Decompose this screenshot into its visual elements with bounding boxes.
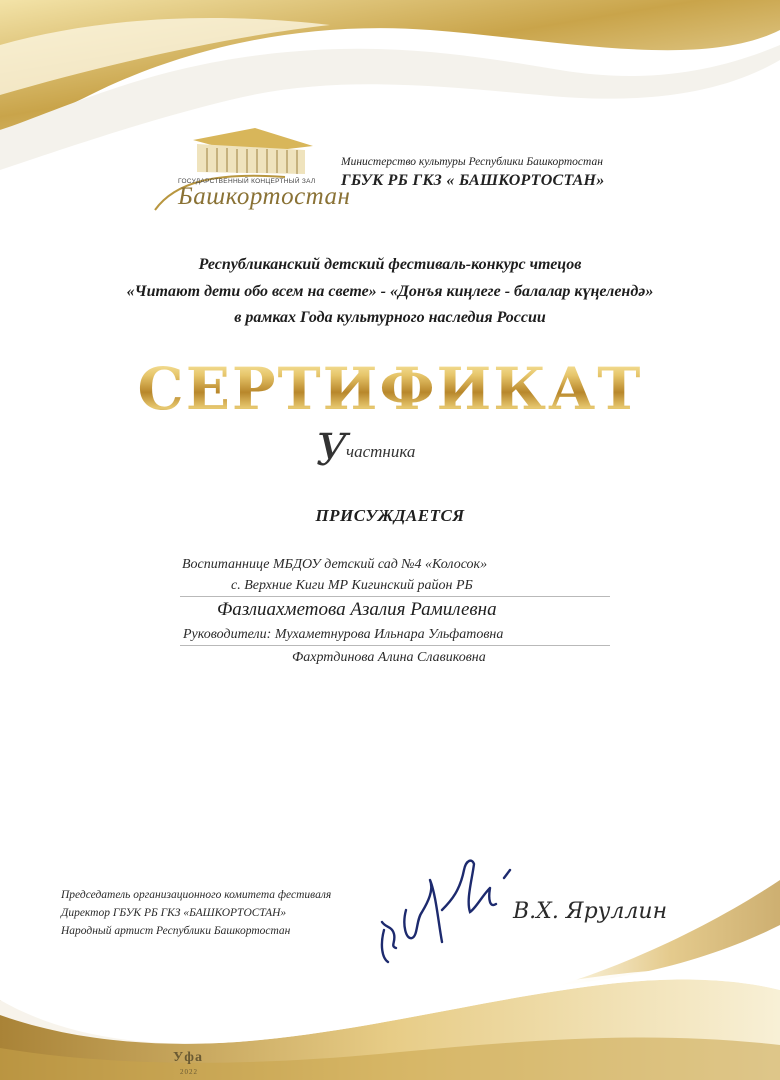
- certificate-title: СЕРТИФИКАТ: [0, 355, 780, 423]
- footer-city: Уфа: [173, 1050, 203, 1065]
- ministry-name: Министерство культуры Республики Башкортостан: [341, 156, 603, 168]
- organization-name: ГБУК РБ ГКЗ « БАШКОРТОСТАН»: [341, 172, 605, 189]
- handwritten-signature: [372, 850, 522, 970]
- recipient-line-1: Воспитаннице МБДОУ детский сад №4 «Колосок»: [182, 557, 488, 572]
- subtitle-initial: У: [316, 425, 348, 476]
- recipient-name: Фазлиахметова Азалия Рамилевна: [217, 599, 497, 620]
- divider: [180, 645, 610, 646]
- divider: [180, 596, 610, 597]
- footer-year: 2022: [180, 1068, 198, 1076]
- logo-label: ГОСУДАРСТВЕННЫЙ КОНЦЕРТНЫЙ ЗАЛ: [178, 178, 316, 185]
- awarded-label: ПРИСУЖДАЕТСЯ: [315, 506, 465, 525]
- festival-line-3: в рамках Года культурного наследия России: [234, 309, 546, 326]
- signer-name: В.Х. Яруллин: [513, 899, 668, 924]
- subtitle-rest: частника: [346, 442, 416, 461]
- recipient-line-2: с. Верхние Киги МР Кигинский район РБ: [231, 578, 473, 593]
- signatory-title-3: Народный артист Республики Башкортостан: [61, 925, 291, 937]
- supervisors-line: Руководители: Мухаметнурова Ильнара Ульфатовна: [183, 627, 504, 642]
- festival-line-2: «Читают дети обо всем на свете» - «Донъя киңлеге - балалар күңелендә»: [126, 283, 654, 300]
- festival-line-1: Республиканский детский фестиваль-конкурс чтецов: [198, 256, 582, 273]
- logo-name: Башкортостан: [178, 183, 351, 210]
- signatory-title-2: Директор ГБУК РБ ГКЗ «БАШКОРТОСТАН»: [61, 907, 287, 919]
- signatory-title-1: Председатель организационного комитета фестиваля: [61, 889, 332, 901]
- supervisor-2: Фахртдинова Алина Славиковна: [292, 650, 486, 665]
